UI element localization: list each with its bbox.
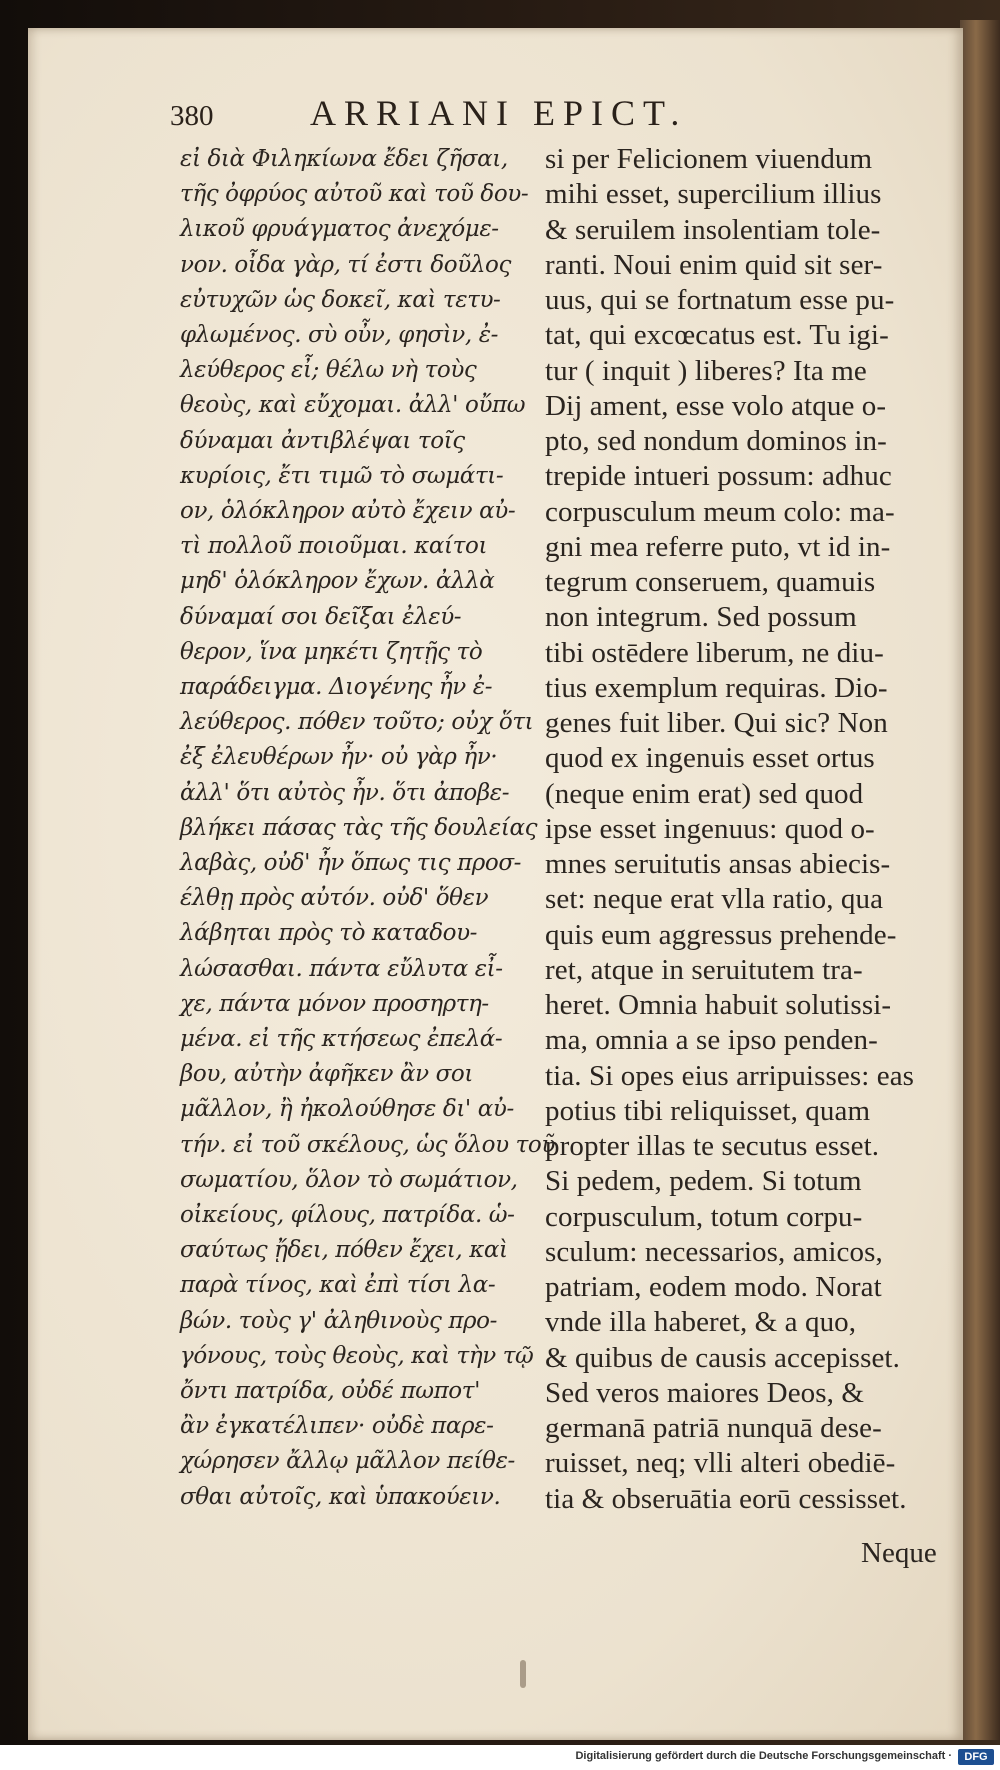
latin-line: sculum: necessarios, amicos, <box>545 1235 883 1268</box>
greek-line: σωματίου, ὅλον τὸ σωμάτιον, <box>180 1166 518 1193</box>
latin-line: si per Felicionem viuendum <box>545 143 873 175</box>
greek-line: ἀλλ' ὅτι αὐτὸς ἦν. ὅτι ἀποβε- <box>180 779 510 806</box>
latin-line: ma, omnia a se ipso penden- <box>545 1024 878 1057</box>
latin-line: tat, qui excœcatus est. Tu igi- <box>545 319 889 352</box>
latin-line: Dij ament, esse volo atque o- <box>545 389 887 422</box>
ink-mark <box>520 1660 526 1688</box>
latin-line: uus, qui se fortnatum esse pu- <box>545 284 895 316</box>
greek-line: σαύτως ᾔδει, πόθεν ἔχει, καὶ <box>180 1237 508 1264</box>
greek-line: λεύθερος εἶ; θέλω νὴ τοὺς <box>180 357 477 384</box>
book-edge <box>960 20 1000 1740</box>
footer-bar <box>0 1745 1000 1770</box>
latin-line: gni mea referre puto, vt id in- <box>545 530 891 563</box>
greek-line: χε, πάντα μόνον προσηρτη- <box>180 990 489 1017</box>
latin-line: & quibus de causis accepisset. <box>545 1341 900 1374</box>
latin-text-column <box>545 145 950 1570</box>
latin-line: ipse esset ingenuus: quod o- <box>545 812 875 845</box>
greek-line: δύναμαί σοι δεῖξαι ἐλεύ- <box>180 603 462 630</box>
latin-line: quis eum aggressus prehende- <box>545 918 897 951</box>
latin-line: (neque enim erat) sed quod <box>545 777 864 810</box>
latin-line: potius tibi reliquisset, quam <box>545 1094 871 1127</box>
latin-line: ret, atque in seruitutem tra- <box>545 953 863 986</box>
latin-line: tius exemplum requiras. Dio- <box>545 671 888 704</box>
greek-line: μηδ' ὁλόκληρον ἔχων. ἀλλὰ <box>180 568 495 595</box>
latin-line: ruisset, neq; vlli alteri obediē- <box>545 1447 896 1480</box>
latin-line: heret. Omnia habuit solutissi- <box>545 989 892 1021</box>
greek-line: κυρίοις, ἔτι τιμῶ τὸ σωμάτι- <box>180 462 504 489</box>
latin-line: propter illas te secutus esset. <box>545 1130 880 1162</box>
page-number: 380 <box>170 100 214 132</box>
greek-line: βών. τοὺς γ' ἀληθινοὺς προ- <box>180 1307 497 1334</box>
greek-line: φλωμένος. σὺ οὖν, φησὶν, ἐ- <box>180 322 499 348</box>
latin-line: patriam, eodem modo. Norat <box>545 1271 882 1303</box>
greek-line: εὐτυχῶν ὡς δοκεῖ, καὶ τετυ- <box>180 286 501 313</box>
greek-line: τήν. εἰ τοῦ σκέλους, ὡς ὅλου τοῦ <box>180 1131 555 1158</box>
greek-line: οἰκείους, φίλους, πατρίδα. ὡ- <box>180 1202 515 1228</box>
greek-line: μένα. εἰ τῆς κτήσεως ἐπελά- <box>180 1026 503 1052</box>
greek-line: βου, αὐτὴν ἀφῆκεν ἂν σοι <box>180 1061 473 1088</box>
latin-line: corpusculum meum colo: ma- <box>545 495 895 528</box>
greek-line: παράδειγμα. Διογένης ἦν ἐ- <box>180 674 493 700</box>
latin-line: trepide intueri possum: adhuc <box>545 460 892 493</box>
funding-notice: Digitalisierung gefördert durch die Deutsche Forschungsgemeinschaft · <box>575 1750 952 1762</box>
greek-line: θεοὺς, καὶ εὔχομαι. ἀλλ' οὔπω <box>180 392 526 419</box>
greek-line: τῆς ὀφρύος αὐτοῦ καὶ τοῦ δου- <box>180 181 529 208</box>
greek-line: χώρησεν ἄλλῳ μᾶλλον πείθε- <box>180 1448 515 1475</box>
latin-line: non integrum. Sed possum <box>545 601 857 634</box>
latin-line: ranti. Noui enim quid sit ser- <box>545 248 883 281</box>
latin-line: corpusculum, totum corpu- <box>545 1200 863 1233</box>
latin-line: tegrum conseruem, quamuis <box>545 566 876 598</box>
greek-line: νον. οἶδα γὰρ, τί ἐστι δοῦλος <box>180 251 511 278</box>
greek-line: λάβηται πρὸς τὸ καταδου- <box>180 920 478 947</box>
latin-line: Si pedem, pedem. Si totum <box>545 1165 862 1198</box>
greek-line: ὄντι πατρίδα, οὐδέ πωποτ' <box>180 1378 481 1404</box>
greek-line: βλήκει πάσας τὰς τῆς δουλείας <box>180 814 538 841</box>
latin-line: pto, sed nondum dominos in- <box>545 425 887 457</box>
greek-line: μᾶλλον, ἢ ἠκολούθησε δι' αὐ- <box>180 1096 514 1123</box>
latin-line: tibi ostēdere liberum, ne diu- <box>545 636 884 669</box>
latin-line: tia. Si opes eius arripuisses: eas <box>545 1059 915 1092</box>
greek-line: γόνους, τοὺς θεοὺς, καὶ τὴν τῷ <box>180 1342 534 1369</box>
latin-line: Sed veros maiores Deos, & <box>545 1376 865 1409</box>
latin-line: tur ( inquit ) liberes? Ita me <box>545 354 867 387</box>
dfg-logo: DFG <box>958 1749 994 1765</box>
greek-line: λικοῦ φρυάγματος ἀνεχόμε- <box>180 216 499 243</box>
greek-line: έλθῃ πρὸς αὐτόν. οὐδ' ὅθεν <box>180 885 489 912</box>
greek-text-column <box>180 146 555 1538</box>
latin-line: quod ex ingenuis esset ortus <box>545 742 875 775</box>
latin-line: & seruilem insolentiam tole- <box>545 213 881 246</box>
latin-line: tia & obseruātia eorū cessisset. <box>545 1482 907 1515</box>
greek-line: ον, ὁλόκληρον αὐτὸ ἔχειν αὐ- <box>180 498 516 524</box>
latin-line: set: neque erat vlla ratio, qua <box>545 883 884 916</box>
greek-line: παρὰ τίνος, καὶ ἐπὶ τίσι λα- <box>180 1272 496 1299</box>
greek-line: εἰ διὰ Φιληκίωνα ἔδει ζῆσαι, <box>180 146 508 172</box>
latin-line: germanā patriā nunquā dese- <box>545 1412 882 1444</box>
latin-line: mnes seruitutis ansas abiecis- <box>545 848 891 880</box>
page-header <box>170 92 810 142</box>
greek-line: λαβὰς, οὐδ' ἦν ὅπως τις προσ- <box>180 850 522 876</box>
latin-line: genes fuit liber. Qui sic? Non <box>545 707 888 739</box>
greek-line: λώσασθαι. πάντα εὔλυτα εἶ- <box>180 955 503 982</box>
latin-line: mihi esset, supercilium illius <box>545 178 882 211</box>
greek-line: δύναμαι ἀντιβλέψαι τοῖς <box>180 427 465 454</box>
greek-line: ἂν ἐγκατέλιπεν· οὐδὲ παρε- <box>180 1413 494 1440</box>
catchword: Neque <box>861 1537 937 1569</box>
running-title: ARRIANI EPICT. <box>310 93 688 133</box>
latin-line: vnde illa haberet, & a quo, <box>545 1306 857 1339</box>
greek-line: σθαι αὐτοῖς, καὶ ὑπακούειν. <box>180 1483 501 1510</box>
greek-line: θερον, ἵνα μηκέτι ζητῇς τὸ <box>180 638 483 665</box>
greek-line: ἐξ ἐλευθέρων ἦν· οὐ γὰρ ἦν· <box>180 744 498 771</box>
greek-line: λεύθερος. πόθεν τοῦτο; οὐχ ὅτι <box>180 709 534 736</box>
greek-line: τὶ πολλοῦ ποιοῦμαι. καίτοι <box>180 533 488 560</box>
